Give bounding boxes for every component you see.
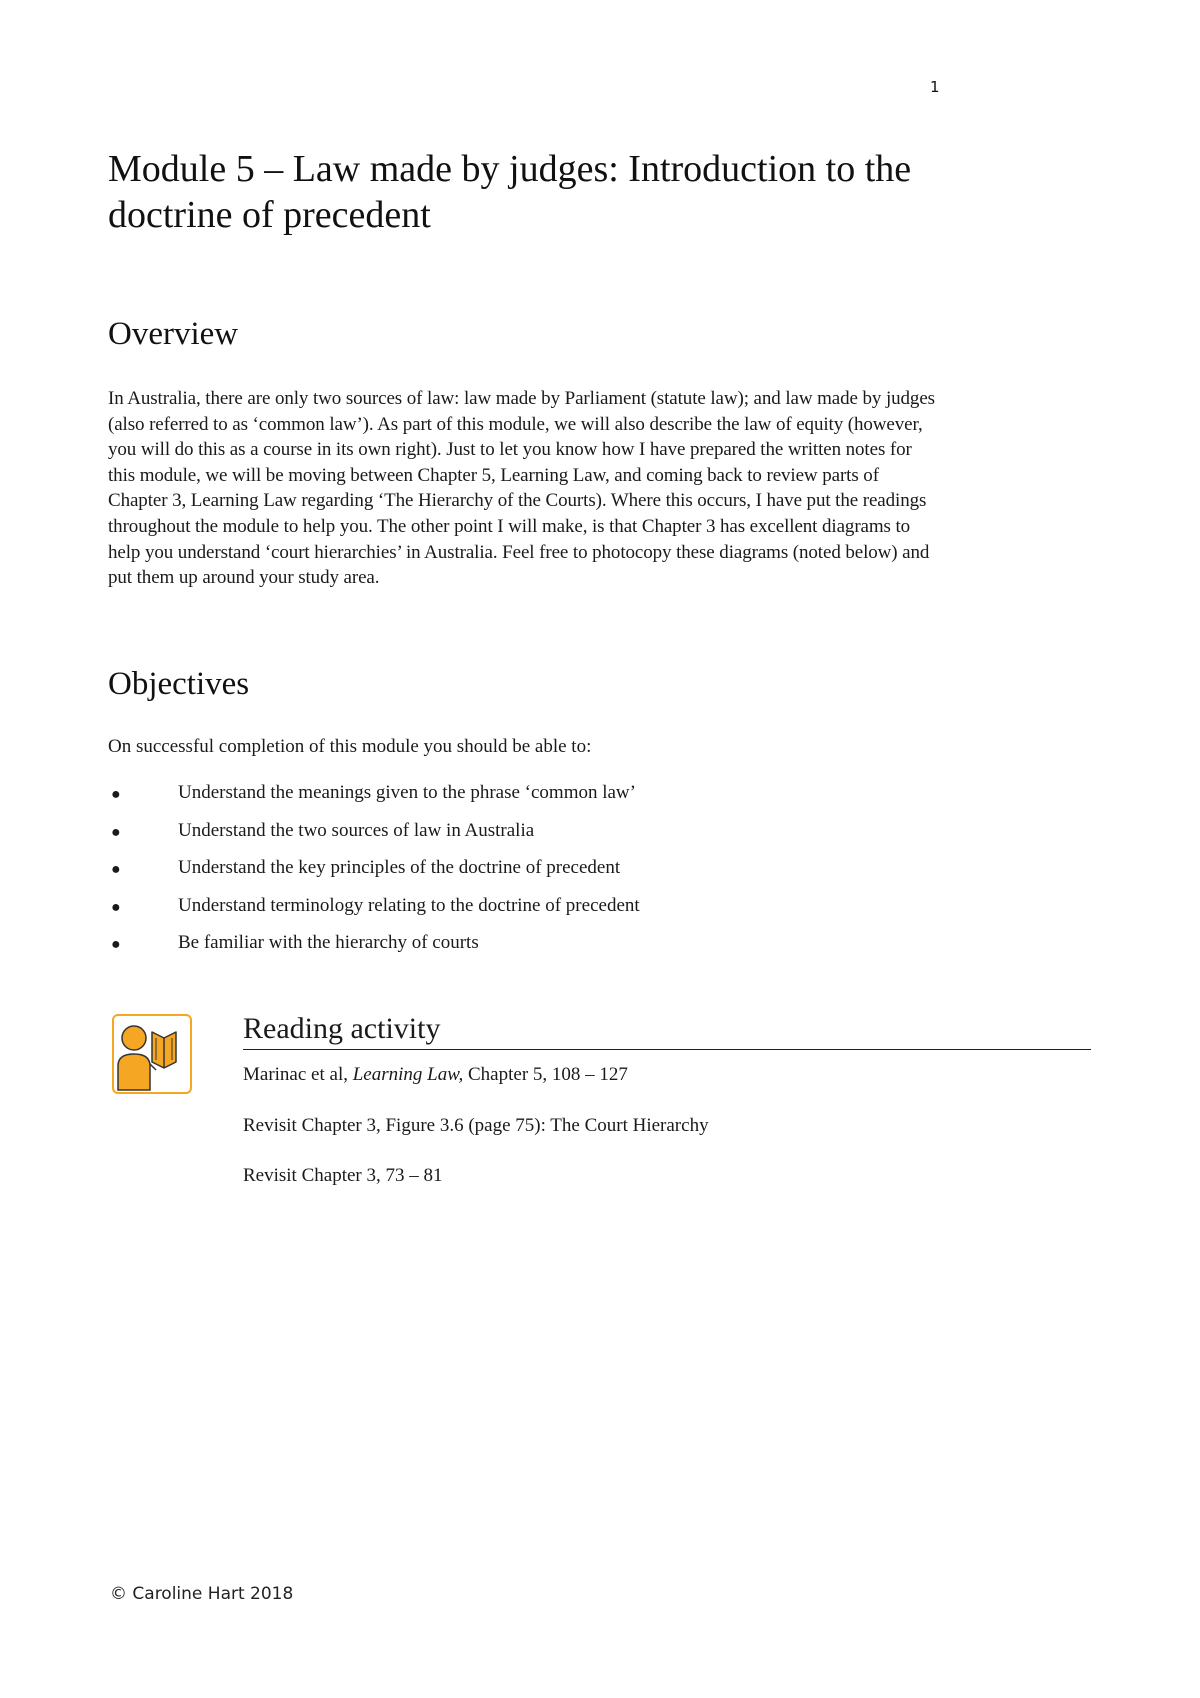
page-title	[108, 146, 1008, 238]
overview-line: you will do this as a course in its own right). Just to let you know how I have prepared the written notes for	[108, 439, 912, 461]
reading-item	[243, 1064, 709, 1115]
objectives-heading: Objectives	[108, 666, 250, 702]
bullet-icon: ●	[111, 786, 121, 803]
overview-paragraph	[108, 386, 1108, 591]
reader-with-book-icon	[112, 1014, 192, 1094]
overview-line: put them up around your study area.	[108, 567, 380, 589]
reading-item-suffix: Chapter 5, 108 – 127	[463, 1064, 628, 1085]
overview-line: In Australia, there are only two sources of law: law made by Parliament (statute law); and law made by judges	[108, 388, 935, 409]
objective-text: Understand terminology relating to the doctrine of precedent	[178, 894, 640, 916]
page-title-line-2: doctrine of precedent	[108, 194, 431, 236]
reading-item: Revisit Chapter 3, 73 – 81	[243, 1165, 443, 1186]
objective-text: Understand the meanings given to the phrase ‘common law’	[178, 782, 636, 803]
bullet-icon: ●	[111, 861, 121, 878]
book-title: Learning Law,	[352, 1064, 464, 1085]
overview-heading: Overview	[108, 316, 239, 352]
objective-text: Understand the key principles of the doctrine of precedent	[178, 857, 621, 878]
reading-activity-heading: Reading activity	[243, 1010, 1091, 1050]
reading-item: Revisit Chapter 3, Figure 3.6 (page 75): The Court Hierarchy	[243, 1114, 709, 1136]
bullet-icon: ●	[111, 936, 121, 953]
overview-line: Chapter 3, Learning Law regarding ‘The Hierarchy of the Courts). Where this occurs, I have put the readings	[108, 490, 927, 512]
page-number: 1	[930, 78, 940, 96]
bullet-icon: ●	[111, 823, 121, 841]
reading-list	[243, 1064, 709, 1216]
objectives-intro: On successful completion of this module you should be able to:	[108, 736, 592, 757]
overview-line: (also referred to as ‘common law’). As part of this module, we will also describe the law of equity (however,	[108, 413, 923, 435]
objective-text: Understand the two sources of law in Australia	[178, 819, 535, 841]
page-title-line-1: Module 5 – Law made by judges: Introduction to the	[108, 148, 912, 190]
reading-item-prefix: Marinac et al,	[243, 1064, 353, 1085]
overview-line: this module, we will be moving between Chapter 5, Learning Law, and coming back to review parts of	[108, 464, 879, 486]
bullet-icon: ●	[111, 898, 121, 916]
objective-text: Be familiar with the hierarchy of courts	[178, 932, 479, 953]
overview-line: throughout the module to help you. The other point I will make, is that Chapter 3 has excellent diagrams to	[108, 515, 911, 537]
copyright-footer: © Caroline Hart 2018	[110, 1584, 294, 1604]
overview-line: help you understand ‘court hierarchies’ in Australia. Feel free to photocopy these diagrams (noted below) and	[108, 541, 930, 563]
